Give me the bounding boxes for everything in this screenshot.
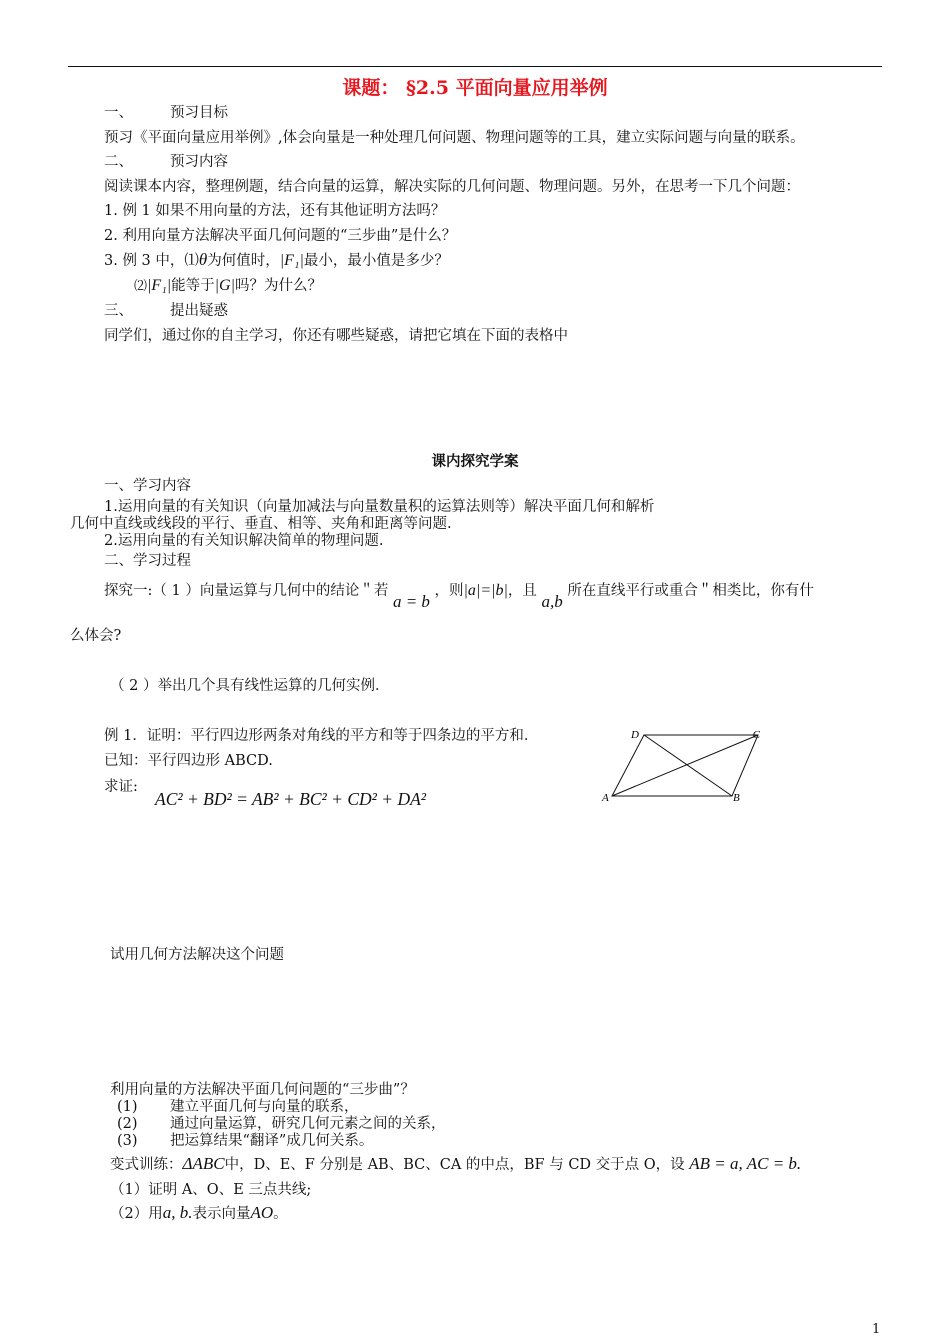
- section3-number: 三、: [104, 303, 133, 319]
- theta-symbol: θ: [198, 250, 208, 269]
- section1-text: 预习《平面向量应用举例》,体会向量是一种处理几何问题、物理问题等的工具，建立实际问题与向量的联系。: [104, 130, 805, 146]
- section3-heading: 提出疑惑: [170, 303, 228, 319]
- section2-heading: 预习内容: [170, 154, 228, 170]
- question-3-suffix: 最小，最小值是多少？: [303, 253, 449, 269]
- step3-text: 把运算结果“翻译”成几何关系。: [170, 1133, 374, 1149]
- variant-q2-mid: 表示向量: [192, 1206, 251, 1222]
- explore-1-equation: a = b: [392, 592, 430, 611]
- example1-prove-formula: AC² + BD² = AB² + BC² + CD² + DA²: [155, 789, 427, 809]
- part1-item1-line2: 几何中直线或线段的平行、垂直、相等、夹角和距离等问题.: [70, 516, 452, 532]
- page-title: 课题： §2.5 平面向量应用举例: [342, 77, 608, 99]
- force-magnitude: |F₁|: [279, 252, 304, 269]
- page-number: 1: [872, 1322, 881, 1337]
- variant-label: 变式训练：: [110, 1157, 183, 1173]
- part1-item1-line1: 1.运用向量的有关知识（向量加减法与向量数量积的运算法则等）解决平面几何和解析: [104, 499, 655, 515]
- variant-line: [110, 1154, 801, 1175]
- section1-number: 一、: [104, 105, 133, 121]
- variant-q2-ab: a, b.: [162, 1203, 193, 1222]
- step2-text: 通过向量运算，研究几何元素之间的关系，: [170, 1116, 446, 1132]
- explore-1-c: ，且: [507, 583, 537, 599]
- question-4-prefix: ⑵: [134, 279, 148, 294]
- question-4-suffix: 吗？为什么？: [235, 278, 323, 294]
- variant-q2-prefix: （2）用: [110, 1206, 163, 1222]
- part1-item2: 2.运用向量的有关知识解决简单的物理问题.: [104, 533, 384, 549]
- question-2: 2. 利用向量方法解决平面几何问题的“三步曲”是什么？: [104, 228, 457, 244]
- part2-heading: 二、学习过程: [104, 553, 191, 569]
- vertex-label-d: D: [631, 729, 639, 741]
- step1-number: (1): [117, 1099, 138, 1115]
- explore-1-ab: a,b: [541, 592, 563, 611]
- example1-prove-label: 求证:: [104, 779, 138, 795]
- question-3: [104, 250, 449, 271]
- vertex-label-c: C: [752, 729, 760, 741]
- subtitle: 课内探究学案: [431, 453, 519, 470]
- example1-statement: 例 1．证明：平行四边形两条对角线的平方和等于四条边的平方和．: [104, 728, 539, 744]
- step2-number: (2): [117, 1116, 138, 1132]
- step1-text: 建立平面几何与向量的联系，: [170, 1099, 359, 1115]
- variant-triangle: ΔABC: [182, 1154, 225, 1173]
- variant-q2-end: 。: [273, 1206, 288, 1222]
- section1-heading: 预习目标: [170, 105, 228, 121]
- explore-1-a: 探究一:（ 1 ）向量运算与几何中的结论＂若: [104, 583, 389, 599]
- step3-number: (3): [117, 1133, 138, 1149]
- part1-heading: 一、学习内容: [104, 478, 191, 494]
- question-3-mid: 为何值时，: [207, 253, 280, 269]
- explore-1-abs: |a|=|b|: [463, 582, 508, 599]
- section2-number: 二、: [104, 154, 133, 170]
- vertex-label-a: A: [602, 792, 609, 804]
- explore-1-end: 么体会?: [70, 628, 122, 644]
- section3-text: 同学们，通过你的自主学习，你还有哪些疑惑，请把它填在下面的表格中: [104, 328, 568, 344]
- diagonal-bd: [644, 735, 732, 796]
- example1-given: 已知：平行四边形 ABCD.: [104, 753, 273, 769]
- variant-text: 中，D、E、F 分别是 AB、BC、CA 的中点，BF 与 CD 交于点 O，设: [224, 1157, 685, 1173]
- variant-q2-ao: AO: [250, 1203, 274, 1222]
- question-4-mid: 能等于: [171, 278, 215, 294]
- explore-1-b: ，则: [434, 583, 464, 599]
- explore-1-d: 所在直线平行或重合＂相类比，你有什: [567, 583, 814, 599]
- explore-1: [104, 580, 814, 611]
- vertex-label-b: B: [733, 792, 740, 804]
- variant-question-2: [110, 1203, 288, 1224]
- variant-vectors: AB = a, AC = b.: [689, 1154, 802, 1173]
- explore-2: （ 2 ）举出几个具有线性运算的几何实例．: [110, 678, 390, 694]
- geometry-method-prompt: 试用几何方法解决这个问题: [110, 947, 284, 963]
- three-steps-intro: 利用向量的方法解决平面几何问题的“三步曲”？: [110, 1082, 415, 1098]
- parallelogram-diagram: [600, 726, 760, 806]
- question-1: 1. 例 1 如果不用向量的方法，还有其他证明方法吗？: [104, 203, 446, 219]
- gravity-magnitude: |G|: [214, 277, 236, 294]
- force-magnitude-2: |F₁|: [147, 277, 172, 294]
- question-3-prefix: 3. 例 3 中，⑴: [104, 253, 199, 269]
- question-4: [134, 276, 322, 297]
- top-rule: [68, 66, 882, 67]
- variant-question-1: （1）证明 A、O、E 三点共线;: [110, 1182, 312, 1198]
- section2-text: 阅读课本内容，整理例题，结合向量的运算，解决实际的几何问题、物理问题。另外，在思考一下几个问题：: [104, 179, 800, 195]
